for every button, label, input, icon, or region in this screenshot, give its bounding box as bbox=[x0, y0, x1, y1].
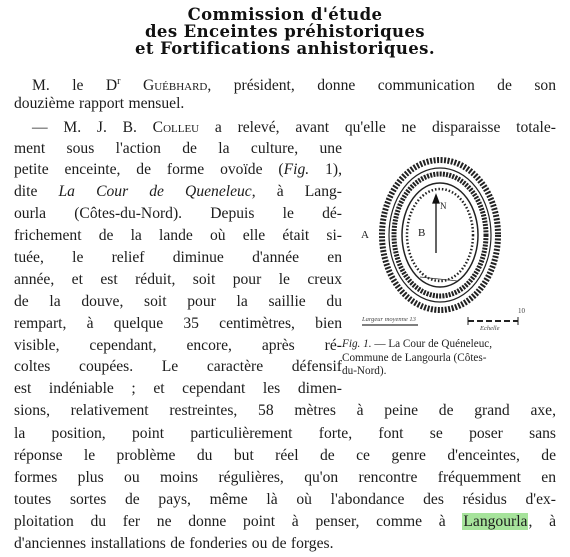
text-line: M. le $D^r$ Guébhard, président, donne communication de son bbox=[32, 76, 556, 95]
text-line: frichement de la lande où elle était si- bbox=[14, 227, 342, 244]
text-line: sions, relativement restreintes, 58 mètres à peine de grand axe, bbox=[14, 402, 556, 419]
text-line: rempart, à quelque 35 centimètres, bien bbox=[14, 315, 342, 332]
figure-caption-line-2: Commune de Langourla (Côtes- bbox=[342, 352, 487, 364]
text-line: coltes coupées. Le caractère défensif bbox=[14, 358, 342, 375]
place-name: La Cour de Queneleuc bbox=[58, 183, 252, 200]
heading-line-2: des Enceintes préhistoriques bbox=[145, 22, 425, 41]
text-line: toutes sortes de pays, même là où l'abondance des résidus d'ex- bbox=[14, 491, 556, 508]
scale-right-value: 10 bbox=[518, 307, 525, 315]
figure-caption-line-3: du-Nord). bbox=[342, 365, 387, 377]
text-line: réponse le problème du but réel de ce genre d'enceintes, de bbox=[14, 447, 556, 464]
text-line: formes plus ou moins régulières, qu'on rencontre fréquemment en bbox=[14, 469, 556, 486]
text-line: visible, cependant, encore, après ré- bbox=[14, 337, 342, 354]
text-line: de la douve, soit pour la saillie du bbox=[14, 293, 342, 310]
person-name: Guébhard bbox=[142, 77, 208, 95]
text-line: ourla (Côtes-du-Nord). Depuis le dé- bbox=[14, 205, 342, 222]
person-name: Colleu bbox=[152, 119, 200, 136]
text-line: est indéniable ; et cependant les dimen- bbox=[14, 380, 342, 397]
figure-label-a: A bbox=[361, 229, 369, 241]
text-line: dite La Cour de Queneleuc, à Lang- bbox=[14, 183, 342, 200]
text-line: — M. J. B. Colleu a relevé, avant qu'elle ne disparaisse totale- bbox=[32, 119, 557, 136]
figure-caption-line-1: Fig. 1. — La Cour de Quéneleuc, bbox=[342, 338, 493, 350]
heading-line-3: et Fortifications anhistoriques. bbox=[135, 39, 435, 58]
text-line: ploitation du fer ne donne point à penser, comme à Langourla, à bbox=[14, 513, 556, 530]
text-line: ment sous l'action de la culture, une bbox=[14, 140, 342, 157]
text-line: douzième rapport mensuel. bbox=[14, 95, 185, 112]
highlighted-word[interactable]: Langourla bbox=[463, 513, 528, 530]
text-line: petite enceinte, de forme ovoïde (Fig. 1), bbox=[14, 161, 342, 178]
north-label: N bbox=[440, 201, 447, 211]
enclosure-plan-figure bbox=[358, 157, 538, 335]
text-line: année, et est réduit, soit pour le creux bbox=[14, 271, 342, 288]
text-line: d'anciennes installations de fonderies ou de forges. bbox=[14, 535, 334, 552]
heading-line-1: Commission d'étude bbox=[187, 5, 383, 24]
text-line: tuée, le relief diminue d'année en bbox=[14, 249, 342, 266]
figure-label-b: B bbox=[418, 227, 426, 239]
text-line: la position, point particulièrement forte, font se poser sans bbox=[14, 425, 556, 442]
scale-right-label: Echelle bbox=[480, 325, 500, 332]
scale-left-label: Largeur moyenne 13 bbox=[362, 316, 416, 323]
